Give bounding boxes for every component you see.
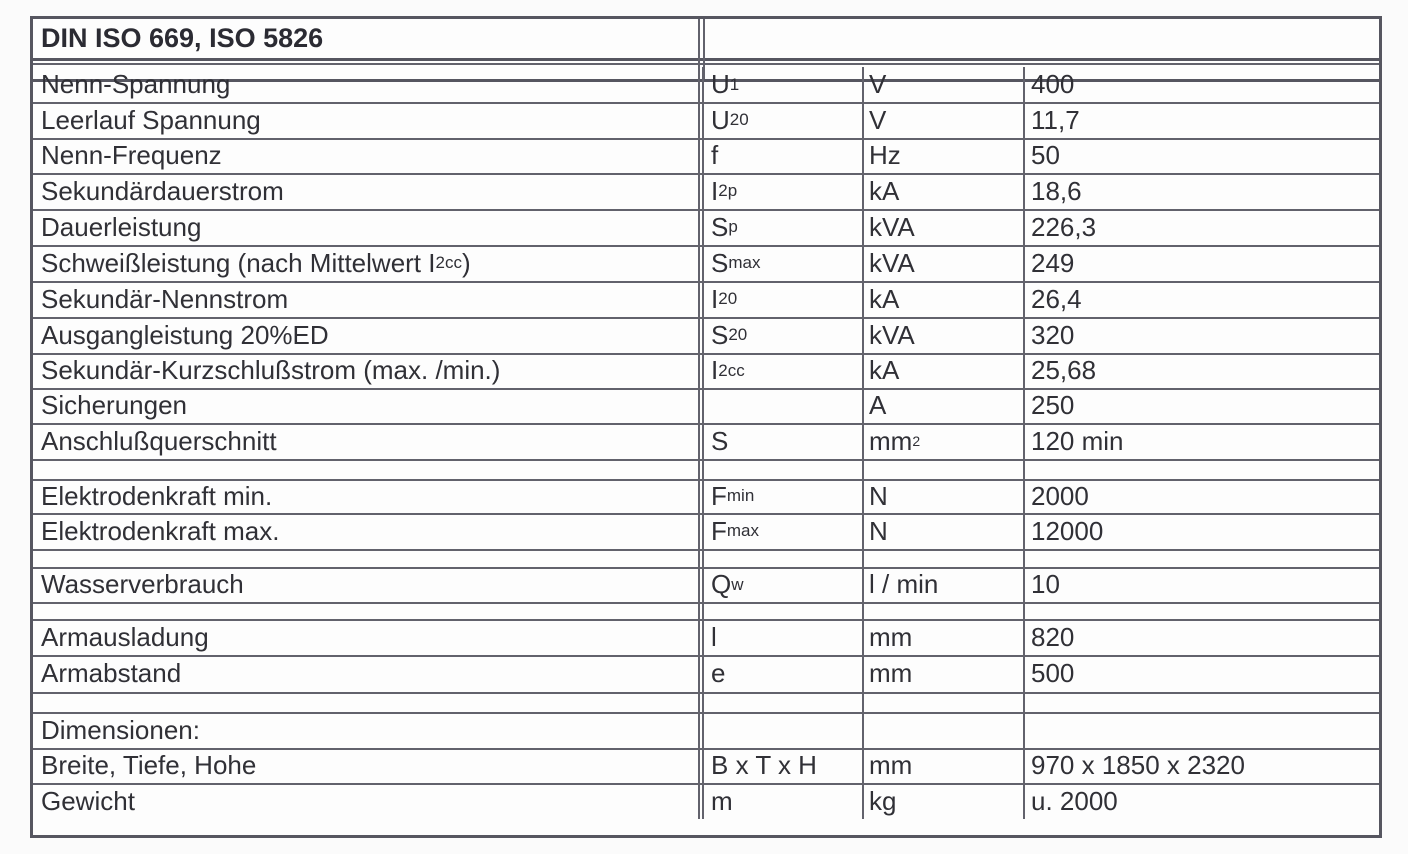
row-rule bbox=[33, 388, 1379, 390]
spec-label bbox=[41, 655, 701, 692]
spec-label bbox=[41, 513, 701, 549]
spec-symbol: I 20 bbox=[711, 283, 738, 314]
spec-label bbox=[41, 692, 701, 712]
spec-row bbox=[33, 513, 1379, 549]
spec-unit bbox=[869, 567, 1019, 602]
spec-label-text: Ausgangleistung 20%ED bbox=[41, 319, 329, 350]
spec-value bbox=[1031, 692, 1371, 712]
spec-label bbox=[41, 567, 701, 602]
spec-row bbox=[33, 619, 1379, 655]
spec-label-text: Elektrodenkraft max. bbox=[41, 515, 280, 546]
spec-unit bbox=[869, 783, 1019, 819]
row-rule bbox=[33, 173, 1379, 175]
spec-unit bbox=[869, 692, 1019, 712]
spec-unit-text: kA bbox=[869, 355, 900, 385]
spec-row bbox=[33, 388, 1379, 423]
spec-label bbox=[41, 138, 701, 173]
spec-row bbox=[33, 67, 1379, 102]
spec-value: 11,7 bbox=[1031, 104, 1080, 135]
spec-unit-text: kVA bbox=[869, 211, 915, 242]
spec-symbol: Q w bbox=[711, 569, 744, 599]
spec-symbol bbox=[711, 692, 861, 712]
spec-unit bbox=[869, 353, 1019, 388]
spec-symbol-text: S bbox=[711, 319, 729, 350]
standard-title: DIN ISO 669, ISO 5826 bbox=[41, 23, 324, 53]
row-rule bbox=[33, 138, 1379, 140]
spec-value: 120 min bbox=[1031, 425, 1124, 456]
spec-unit: mm 2 bbox=[869, 425, 921, 456]
spec-row bbox=[33, 655, 1379, 692]
spec-value bbox=[1031, 459, 1371, 479]
spec-symbol-text: S bbox=[711, 211, 729, 242]
spec-label bbox=[41, 549, 701, 567]
spec-unit bbox=[869, 459, 1019, 479]
spec-label: Schweißleistung (nach Mittelwert I 2cc ) bbox=[41, 247, 471, 278]
spec-label bbox=[41, 748, 701, 783]
spec-value: 820 bbox=[1031, 621, 1075, 652]
spec-label-text: Wasserverbrauch bbox=[41, 569, 244, 599]
spec-unit-text: mm bbox=[869, 425, 913, 456]
spec-label-text: Sekundärdauerstrom bbox=[41, 175, 284, 206]
spec-row bbox=[33, 479, 1379, 513]
spec-label-text: Nenn-Spannung bbox=[41, 69, 231, 99]
spec-symbol: I 2p bbox=[711, 175, 738, 206]
spec-symbol-text: U bbox=[711, 104, 730, 135]
spec-symbol-text: S bbox=[711, 247, 729, 278]
spacer-rule bbox=[33, 63, 1379, 65]
spec-symbol: S max bbox=[711, 247, 761, 278]
spec-value bbox=[1031, 712, 1371, 748]
spec-unit bbox=[869, 549, 1019, 567]
spec-symbol: U 1 bbox=[711, 69, 740, 99]
row-rule bbox=[33, 712, 1379, 714]
spec-symbol bbox=[711, 388, 861, 423]
spec-symbol-text: I bbox=[711, 283, 719, 314]
spec-symbol-text: S bbox=[711, 425, 729, 456]
row-rule bbox=[33, 748, 1379, 750]
spec-unit-text: mm bbox=[869, 750, 913, 780]
spec-unit bbox=[869, 479, 1019, 513]
row-rule bbox=[33, 549, 1379, 551]
spec-label bbox=[41, 619, 701, 655]
row-rule bbox=[33, 783, 1379, 785]
spec-unit bbox=[869, 173, 1019, 209]
spec-row bbox=[33, 712, 1379, 748]
spec-unit bbox=[869, 67, 1019, 102]
row-rule bbox=[33, 602, 1379, 604]
spec-symbol bbox=[711, 619, 861, 655]
spec-label bbox=[41, 783, 701, 819]
spec-unit-text: kVA bbox=[869, 247, 915, 278]
spec-row bbox=[33, 353, 1379, 388]
header-bottom-rule bbox=[33, 58, 1379, 61]
spec-label-text: Elektrodenkraft min. bbox=[41, 480, 273, 511]
spec-row bbox=[33, 567, 1379, 602]
spec-symbol: U 20 bbox=[711, 104, 749, 135]
spec-row bbox=[33, 245, 1379, 281]
spec-row bbox=[33, 281, 1379, 317]
row-rule bbox=[33, 619, 1379, 621]
spec-unit bbox=[869, 281, 1019, 317]
spec-symbol-text: I bbox=[711, 355, 719, 385]
spec-value: 50 bbox=[1031, 140, 1060, 170]
spec-label bbox=[41, 353, 701, 388]
spec-unit bbox=[869, 513, 1019, 549]
spec-value: 25,68 bbox=[1031, 355, 1097, 385]
spec-value: 400 bbox=[1031, 69, 1075, 99]
row-rule bbox=[33, 353, 1379, 355]
row-rule bbox=[33, 209, 1379, 211]
spec-symbol-text: f bbox=[711, 140, 719, 170]
spec-unit bbox=[869, 209, 1019, 245]
spec-symbol-text: B x T x H bbox=[711, 750, 817, 780]
spec-unit bbox=[869, 602, 1019, 619]
spec-unit-text: kA bbox=[869, 283, 900, 314]
row-rule bbox=[33, 513, 1379, 515]
spec-row bbox=[33, 692, 1379, 712]
spec-unit bbox=[869, 317, 1019, 353]
spec-unit-text: V bbox=[869, 104, 887, 135]
spec-unit bbox=[869, 388, 1019, 423]
spec-unit-text: kg bbox=[869, 785, 897, 816]
spec-unit-text: Hz bbox=[869, 140, 901, 170]
spec-symbol bbox=[711, 459, 861, 479]
column-divider bbox=[702, 67, 704, 819]
spec-value bbox=[1031, 602, 1371, 619]
spec-row bbox=[33, 783, 1379, 819]
spec-label-suffix: ) bbox=[461, 247, 471, 278]
spec-row bbox=[33, 423, 1379, 459]
spec-symbol: F min bbox=[711, 480, 755, 511]
spec-value: 226,3 bbox=[1031, 211, 1097, 242]
spec-row bbox=[33, 209, 1379, 245]
spec-symbol-text: e bbox=[711, 658, 726, 688]
spec-value bbox=[1031, 549, 1371, 567]
spec-row bbox=[33, 317, 1379, 353]
spec-symbol bbox=[711, 712, 861, 748]
spec-value: 250 bbox=[1031, 390, 1075, 420]
row-rule bbox=[33, 479, 1379, 481]
spec-value: u. 2000 bbox=[1031, 785, 1118, 816]
spec-unit-text: N bbox=[869, 515, 888, 546]
spec-unit-text: kA bbox=[869, 175, 900, 206]
spec-label bbox=[41, 281, 701, 317]
spec-symbol bbox=[711, 423, 861, 459]
row-rule bbox=[33, 281, 1379, 283]
spec-unit bbox=[869, 712, 1019, 748]
spec-label-text: Dauerleistung bbox=[41, 211, 202, 242]
spec-label-text: Leerlauf Spannung bbox=[41, 104, 261, 135]
spec-row bbox=[33, 173, 1379, 209]
row-rule bbox=[33, 567, 1379, 569]
spec-label-text: Dimensionen: bbox=[41, 714, 200, 745]
spec-label bbox=[41, 712, 701, 748]
spec-symbol bbox=[711, 783, 861, 819]
spec-row bbox=[33, 138, 1379, 173]
spec-label-text: Armausladung bbox=[41, 621, 209, 652]
spec-unit-text: l / min bbox=[869, 569, 939, 599]
spec-unit-text: A bbox=[869, 390, 887, 420]
column-divider bbox=[698, 67, 700, 819]
spec-row bbox=[33, 102, 1379, 138]
spec-symbol: S p bbox=[711, 211, 738, 242]
spec-row bbox=[33, 602, 1379, 619]
spec-unit-text: mm bbox=[869, 658, 913, 688]
spec-label bbox=[41, 423, 701, 459]
spec-label-text: Anschlußquerschnitt bbox=[41, 425, 277, 456]
spec-label bbox=[41, 173, 701, 209]
spec-symbol: S 20 bbox=[711, 319, 748, 350]
spec-value: 10 bbox=[1031, 569, 1060, 599]
spec-label-text: Sekundär-Nennstrom bbox=[41, 283, 289, 314]
spec-label-text: Breite, Tiefe, Hohe bbox=[41, 750, 257, 780]
spec-label-text: Armabstand bbox=[41, 658, 182, 688]
spec-symbol-text: l bbox=[711, 621, 717, 652]
spec-label-text: Schweißleistung (nach Mittelwert I bbox=[41, 247, 436, 278]
spec-symbol bbox=[711, 549, 861, 567]
row-rule bbox=[33, 459, 1379, 461]
spec-unit bbox=[869, 102, 1019, 138]
spec-label bbox=[41, 602, 701, 619]
spec-unit bbox=[869, 619, 1019, 655]
spec-row bbox=[33, 748, 1379, 783]
spec-value: 26,4 bbox=[1031, 283, 1082, 314]
spec-unit bbox=[869, 138, 1019, 173]
header-row bbox=[33, 19, 1379, 58]
column-divider bbox=[1023, 67, 1025, 819]
spec-symbol-text: F bbox=[711, 515, 727, 546]
spec-unit bbox=[869, 245, 1019, 281]
spec-label-text: Nenn-Frequenz bbox=[41, 140, 222, 170]
spec-value: 2000 bbox=[1031, 480, 1089, 511]
spec-symbol bbox=[711, 655, 861, 692]
spec-label-text: Gewicht bbox=[41, 785, 135, 816]
spec-label-text: Sekundär-Kurzschlußstrom (max. /min.) bbox=[41, 355, 501, 385]
spec-symbol-text: I bbox=[711, 175, 719, 206]
row-rule bbox=[33, 692, 1379, 694]
spec-unit-text: mm bbox=[869, 621, 913, 652]
row-rule bbox=[33, 317, 1379, 319]
spec-label bbox=[41, 317, 701, 353]
column-divider bbox=[862, 67, 864, 819]
spec-label bbox=[41, 209, 701, 245]
spec-symbol-text: Q bbox=[711, 569, 732, 599]
spec-value: 970 x 1850 x 2320 bbox=[1031, 750, 1245, 780]
spec-symbol-text: U bbox=[711, 69, 730, 99]
spec-sheet-table bbox=[30, 16, 1382, 838]
spec-value: 500 bbox=[1031, 658, 1075, 688]
spec-symbol: I 2cc bbox=[711, 355, 745, 385]
row-rule bbox=[33, 245, 1379, 247]
spec-symbol-text: m bbox=[711, 785, 733, 816]
spec-symbol-text: F bbox=[711, 480, 727, 511]
spec-value: 320 bbox=[1031, 319, 1075, 350]
row-rule bbox=[33, 655, 1379, 657]
row-rule bbox=[33, 102, 1379, 104]
spec-unit-text: N bbox=[869, 480, 888, 511]
spec-unit bbox=[869, 655, 1019, 692]
spec-value: 18,6 bbox=[1031, 175, 1082, 206]
spec-label bbox=[41, 102, 701, 138]
spec-symbol bbox=[711, 748, 861, 783]
spec-label bbox=[41, 388, 701, 423]
spec-label bbox=[41, 479, 701, 513]
row-rule bbox=[33, 423, 1379, 425]
spec-symbol bbox=[711, 602, 861, 619]
spec-value: 12000 bbox=[1031, 515, 1104, 546]
spec-unit-text: V bbox=[869, 69, 887, 99]
spec-symbol: F max bbox=[711, 515, 760, 546]
spec-label bbox=[41, 67, 701, 102]
spec-unit bbox=[869, 748, 1019, 783]
spec-label-text: Sicherungen bbox=[41, 390, 187, 420]
spec-label bbox=[41, 459, 701, 479]
spec-unit-text: kVA bbox=[869, 319, 915, 350]
spec-value: 249 bbox=[1031, 247, 1075, 278]
spec-symbol bbox=[711, 138, 861, 173]
spec-row bbox=[33, 549, 1379, 567]
spec-row bbox=[33, 459, 1379, 479]
